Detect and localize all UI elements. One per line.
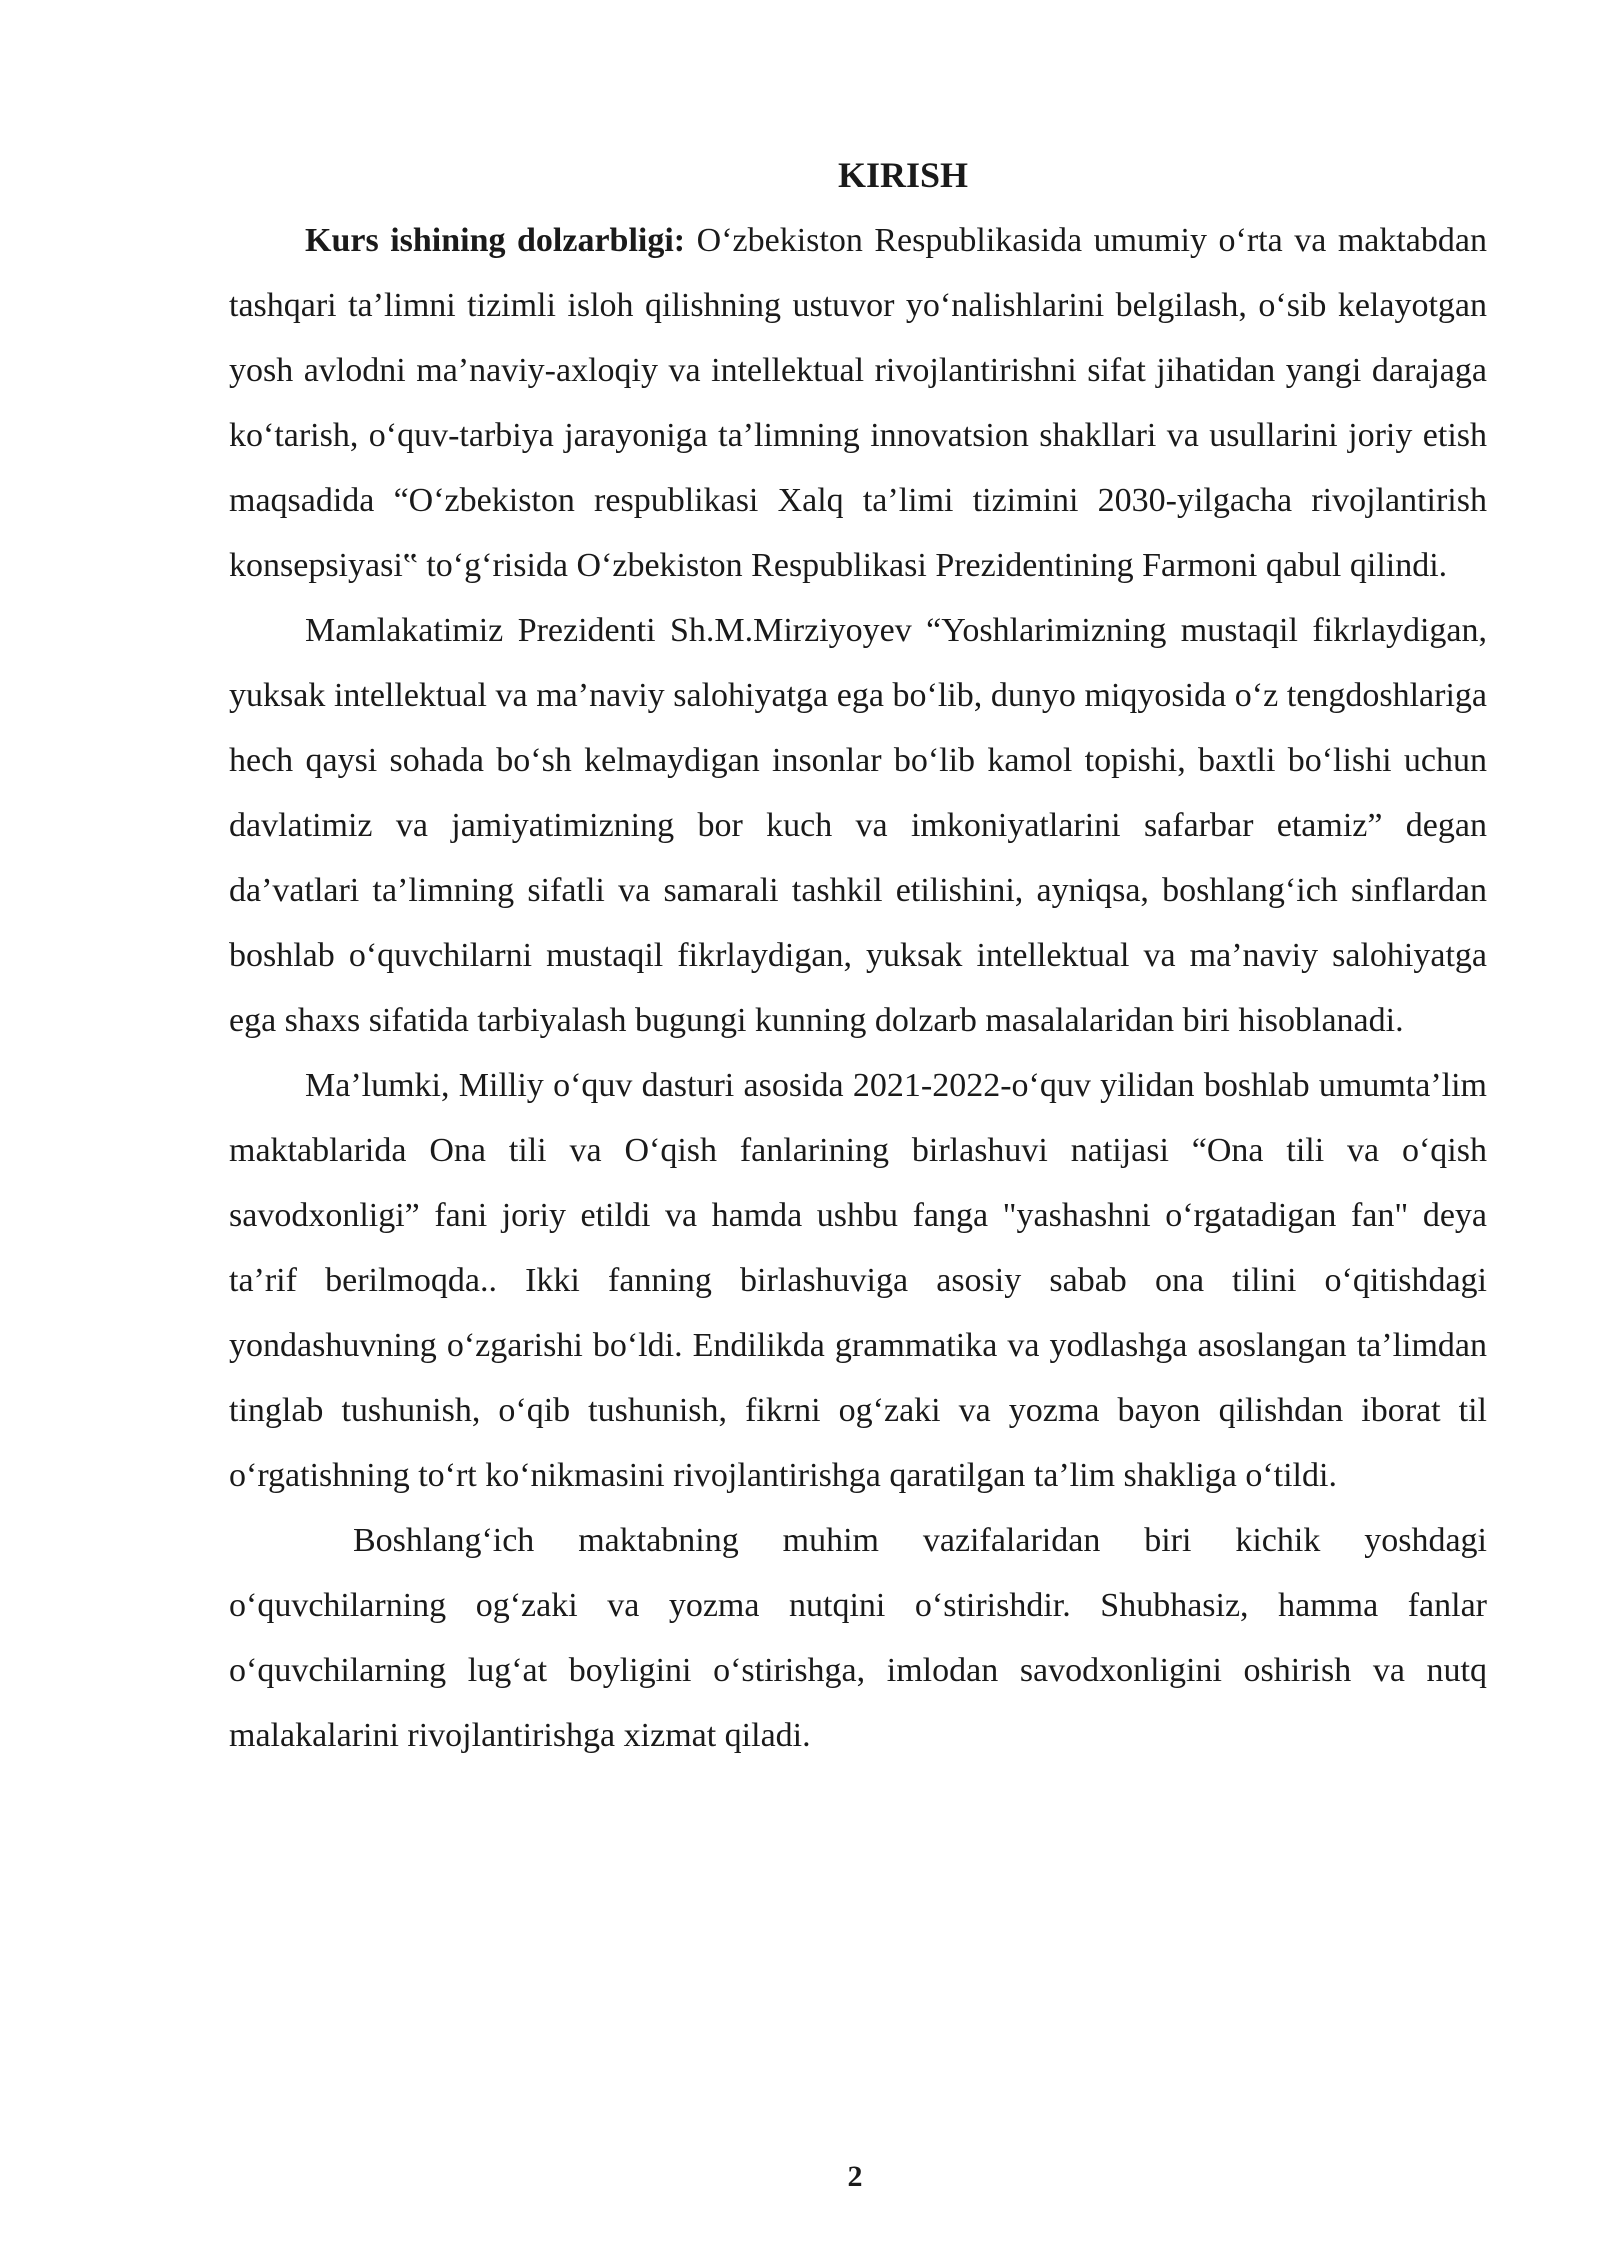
paragraph-text: Mamlakatimiz Prezidenti Sh.M.Mirziyoyev “Yoshlarimizning mustaqil fikrlaydigan, yuksak intellektual va ma’naviy salohiyatga ega bo‘lib, dunyo miqyosida o‘z tengdoshlariga hech qaysi sohada bo‘sh kelmaydigan insonlar bo‘lib kamol topishi, baxtli bo‘lishi uchun davlatimiz va jamiyatimizning bor kuch va imkoniyatlarini safarbar etamiz” degan da’vatlari ta’limning sifatli va samarali tashkil etilishini, ayniqsa, boshlang‘ich sinflardan boshlab o‘quvchilarni mustaqil fikrlaydigan, yuksak intellektual va ma’naviy salohiyatga ega shaxs sifatida tarbiyalash bugungi kunning dolzarb masalalaridan biri hisoblanadi. [229,612,1487,1039]
paragraph-text: Ma’lumki, Milliy o‘quv dasturi asosida 2021-2022-o‘quv yilidan boshlab umumta’lim maktablarida Ona tili va O‘qish fanlarining birlashuvi natijasi “Ona tili va o‘qish savodxonligi” fani joriy etildi va hamda ushbu fanga "yashashni o‘rgatadigan fan" deya ta’rif berilmoqda.. Ikki fanning birlashuviga asosiy sabab ona tilini o‘qitishdagi yondashuvning o‘zgarishi bo‘ldi. Endilikda grammatika va yodlashga asoslangan ta’limdan tinglab tushunish, o‘qib tushunish, fikrni og‘zaki va yozma bayon qilishdan iborat til o‘rgatishning to‘rt ko‘nikmasini rivojlantirishga qaratilgan ta’lim shakliga o‘tildi. [229,1067,1487,1494]
page-title: KIRISH [837,155,969,195]
paragraph-relevance [229,208,1487,598]
paragraph-text: Boshlang‘ich maktabning muhim vazifalaridan biri kichik yoshdagi o‘quvchilarning og‘zaki va yozma nutqini o‘stirishdir. Shubhasiz, hamma fanlar o‘quvchilarning lug‘at boyligini o‘stirishga, imlodan savodxonligini oshirish va nutq malakalarini rivojlantirishga xizmat qiladi. [229,1522,1487,1754]
paragraph-primary-school [229,1508,1487,1768]
paragraph-lead: Kurs ishining dolzarbligi: [305,222,686,259]
document-page [229,150,1487,1768]
paragraph-president-quote [229,598,1487,1053]
page-number: 2 [847,2160,863,2193]
paragraph-national-curriculum [229,1053,1487,1508]
paragraph-text: O‘zbekiston Respublikasida umumiy o‘rta va maktabdan tashqari ta’limni tizimli isloh qilishning ustuvor yo‘nalishlarini belgilash, o‘sib kelayotgan yosh avlodni ma’naviy-axloqiy va intellektual rivojlantirishni sifat jihatidan yangi darajaga ko‘tarish, o‘quv-tarbiya jarayoniga ta’limning innovatsion shakllari va usullarini joriy etish maqsadida “O‘zbekiston respublikasi Xalq ta’limi tizimini 2030-yilgacha rivojlantirish konsepsiyasi‟ to‘g‘risida O‘zbekiston Respublikasi Prezidentining Farmoni qabul qilindi. [229,222,1487,584]
